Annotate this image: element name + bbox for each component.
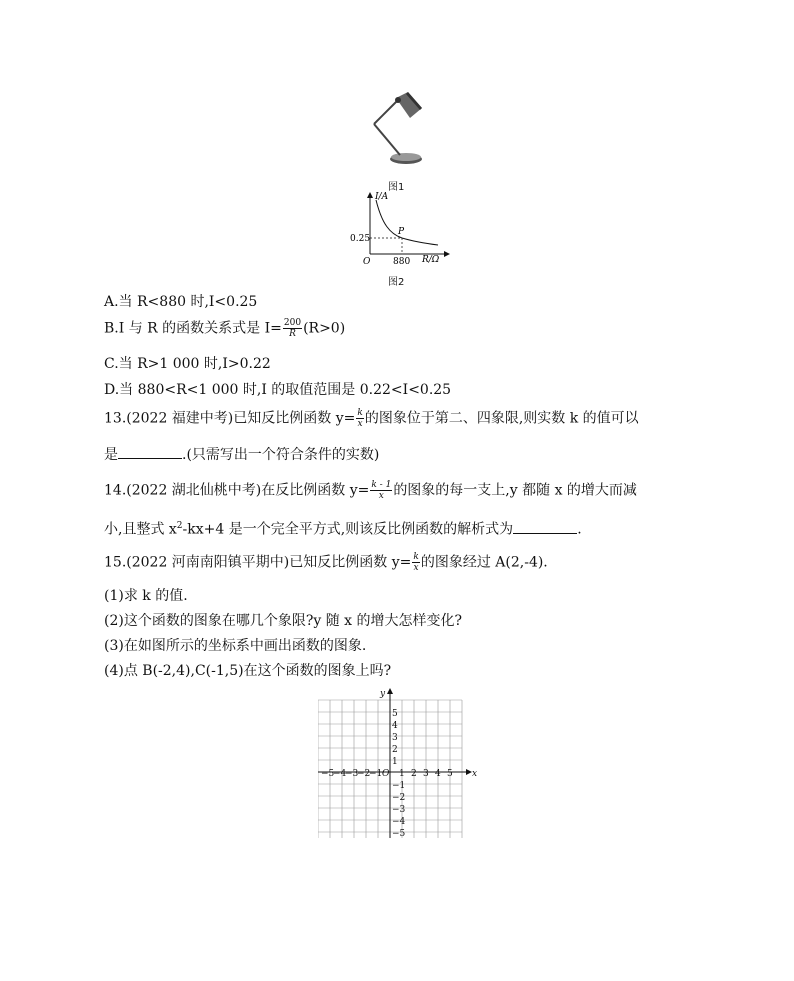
y-tick-label: 2: [392, 745, 398, 755]
q14-line2-end: .: [577, 521, 582, 538]
fraction-denominator: x: [378, 491, 384, 501]
x-tick-label: 880: [393, 257, 411, 267]
option-b: [104, 318, 345, 339]
fraction-denominator: R: [289, 329, 296, 339]
q13-line1: [104, 408, 639, 429]
x-tick-label: 5: [447, 769, 453, 779]
y-tick-label: −2: [392, 793, 406, 803]
q13-fraction: [356, 408, 363, 429]
origin-label: O: [382, 769, 390, 779]
answer-blank[interactable]: [513, 519, 577, 534]
q15-part3: (3)在如图所示的坐标系中画出函数的图象.: [104, 638, 367, 654]
x-tick-label: −2: [357, 769, 371, 779]
y-tick-label: 1: [392, 757, 398, 767]
q14-prefix: 14.(2022 湖北仙桃中考)在反比例函数 y=: [104, 482, 370, 499]
fraction-numerator: k - 1: [371, 480, 392, 490]
x-tick-label: 2: [411, 769, 417, 779]
q13-line2: [104, 444, 379, 465]
figure2-graph: [346, 190, 456, 270]
x-axis-label: R/Ω: [422, 255, 440, 265]
y-tick-label: 4: [392, 721, 398, 731]
fraction-numerator: k: [357, 408, 363, 418]
q15-line1: [104, 552, 548, 573]
option-d: D.当 880<R<1 000 时,I 的取值范围是 0.22<I<0.25: [104, 382, 452, 398]
fraction-denominator: x: [357, 419, 363, 429]
x-tick-label: −1: [369, 769, 383, 779]
desk-lamp-figure: [360, 88, 440, 168]
q15-part2: (2)这个函数的图象在哪几个象限?y 随 x 的增大怎样变化?: [104, 613, 462, 629]
y-axis-label: I/A: [375, 192, 389, 202]
x-tick-label: 1: [399, 769, 405, 779]
origin-label: O: [363, 257, 371, 267]
q14-line2-a: 小,且整式 x: [104, 521, 177, 538]
fraction-numerator: 200: [283, 318, 302, 328]
q15-part4: (4)点 B(-2,4),C(-1,5)在这个函数的图象上吗?: [104, 663, 392, 679]
q14-line2: [104, 516, 582, 540]
x-tick-label: −4: [333, 769, 347, 779]
q13-line2-prefix: 是: [104, 447, 118, 463]
x-axis-label: x: [472, 769, 478, 779]
q15-suffix: 的图象经过 A(2,-4).: [420, 554, 548, 571]
q13-line2-suffix: .(只需写出一个符合条件的实数): [182, 447, 380, 463]
exponent: 2: [176, 521, 183, 531]
q13-prefix: 13.(2022 福建中考)已知反比例函数 y=: [104, 410, 356, 427]
option-b-prefix: B.I 与 R 的函数关系式是 I=: [104, 320, 282, 337]
y-axis-arrow: [387, 688, 393, 694]
y-tick-label: 5: [392, 709, 398, 719]
fraction-denominator: x: [413, 563, 419, 573]
option-b-suffix: (R>0): [303, 320, 346, 337]
q13-suffix: 的图象位于第二、四象限,则实数 k 的值可以: [364, 410, 639, 427]
point-p-label: P: [398, 227, 405, 237]
y-axis-label: y: [380, 689, 386, 699]
q14-suffix: 的图象的每一支上,y 都随 x 的增大而减: [393, 482, 637, 499]
fraction-numerator: k: [413, 552, 419, 562]
x-tick-label: −3: [345, 769, 359, 779]
x-tick-label: −5: [321, 769, 335, 779]
q15-part1: (1)求 k 的值.: [104, 588, 188, 604]
coordinate-grid-svg: [318, 688, 478, 838]
option-a: A.当 R<880 时,I<0.25: [104, 294, 258, 310]
y-tick-label: 3: [392, 733, 398, 743]
y-tick-label: −1: [392, 781, 406, 791]
x-tick-label: 3: [423, 769, 429, 779]
q14-fraction: [370, 480, 392, 501]
y-tick-label: 0.25: [350, 234, 371, 244]
q14-line1: [104, 480, 637, 501]
desk-lamp-illustration: [360, 88, 440, 168]
q15-fraction: [412, 552, 419, 573]
inverse-curve-graph: [346, 190, 456, 270]
y-tick-label: −3: [392, 805, 406, 815]
q14-line2-b: -kx+4 是一个完全平方式,则该反比例函数的解析式为: [182, 521, 514, 538]
q15-prefix: 15.(2022 河南南阳镇平期中)已知反比例函数 y=: [104, 554, 412, 571]
option-b-fraction: [283, 318, 302, 339]
coordinate-grid: [318, 688, 478, 838]
y-tick-label: −5: [392, 829, 406, 838]
answer-blank[interactable]: [118, 444, 182, 459]
x-tick-label: 4: [435, 769, 441, 779]
figure1-caption: 图1: [388, 182, 405, 193]
figure2-caption: 图2: [388, 277, 405, 288]
y-tick-label: −4: [392, 817, 406, 827]
option-c: C.当 R>1 000 时,I>0.22: [104, 356, 271, 372]
